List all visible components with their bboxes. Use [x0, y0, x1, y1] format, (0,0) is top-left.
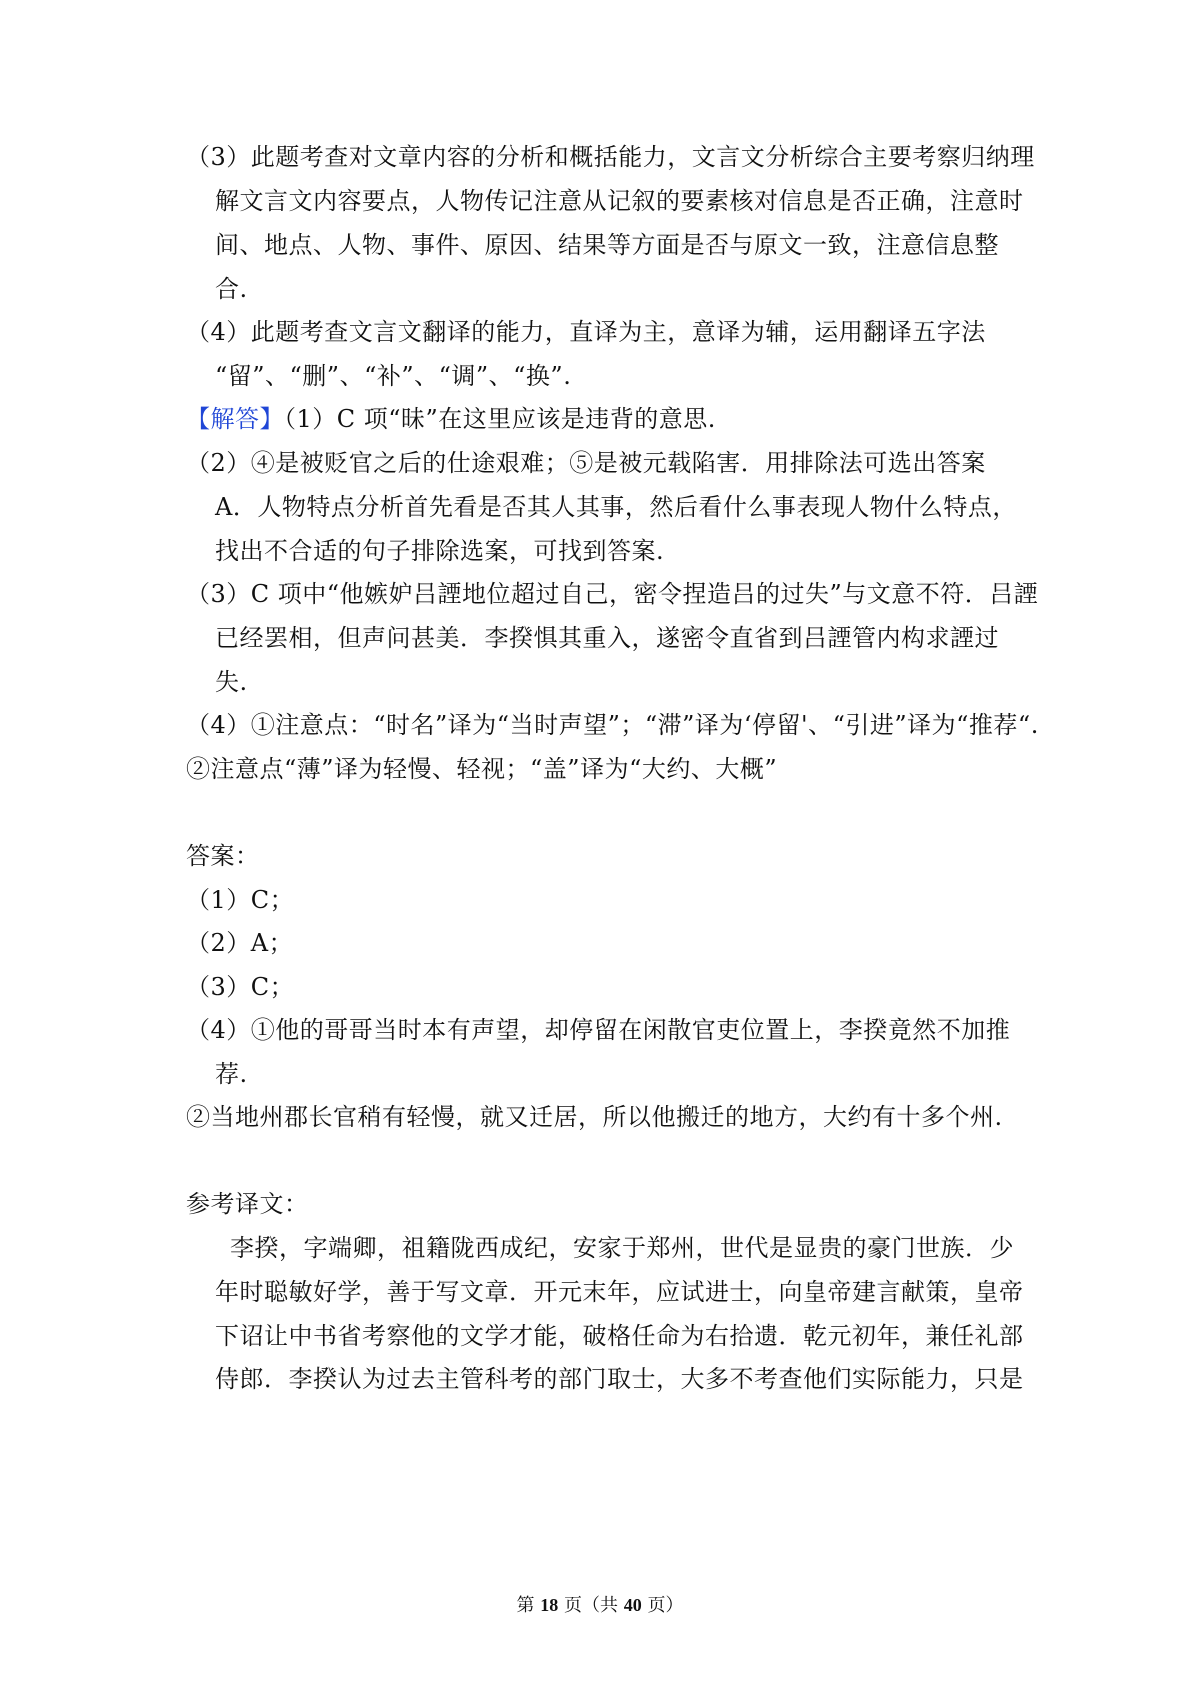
answers-heading: 答案：	[186, 842, 260, 870]
solution-3-line-2: 已经罢相，但声问甚美．李揆惧其重入，遂密令直省到吕諲管内构求諲过	[215, 624, 999, 652]
solution-line-1	[186, 403, 716, 435]
solution-2-line-1: （2）④是被贬官之后的仕途艰难；⑤是被元载陷害．用排除法可选出答案	[186, 449, 986, 477]
footer-prefix: 第	[516, 1595, 535, 1616]
translation-line-3: 下诏让中书省考察他的文学才能，破格任命为右拾遗．乾元初年，兼任礼部	[215, 1322, 1024, 1350]
answer-4-line-3: ②当地州郡长官稍有轻慢，就又迁居，所以他搬迁的地方，大约有十多个州.	[186, 1103, 1003, 1131]
solution-1-text: （1）C 项“昧”在这里应该是违背的意思.	[284, 405, 716, 433]
solution-3-line-3: 失.	[215, 668, 248, 696]
solution-3-line-1: （3）C 项中“他嫉妒吕諲地位超过自己，密令捏造吕的过失”与文意不符．吕諲	[186, 580, 1039, 608]
translation-line-2: 年时聪敏好学，善于写文章．开元末年，应试进士，向皇帝建言献策，皇帝	[215, 1278, 1024, 1306]
translation-heading: 参考译文：	[186, 1190, 309, 1218]
analysis-3-line-3: 间、地点、人物、事件、原因、结果等方面是否与原文一致，注意信息整	[215, 231, 999, 259]
page-footer	[0, 1593, 1200, 1618]
solution-4-line-1: （4）①注意点：“时名”译为“当时声望”；“滞”译为‘停留'、“引进”译为“推荐“.	[186, 711, 1039, 739]
page-number: 18	[540, 1595, 559, 1615]
translation-line-4: 侍郎．李揆认为过去主管科考的部门取士，大多不考查他们实际能力，只是	[215, 1365, 1024, 1393]
solution-2-line-3: 找出不合适的句子排除选案，可找到答案.	[215, 537, 665, 565]
analysis-3-line-1: （3）此题考查对文章内容的分析和概括能力，文言文分析综合主要考察归纳理	[186, 143, 1035, 171]
analysis-4-line-1: （4）此题考查文言文翻译的能力，直译为主，意译为辅，运用翻译五字法	[186, 318, 986, 346]
page-total: 40	[623, 1595, 642, 1615]
answer-1: （1）C；	[186, 886, 295, 914]
footer-suffix: 页）	[647, 1595, 684, 1616]
solution-label: 【解答】	[186, 405, 284, 433]
analysis-3-line-4: 合.	[215, 275, 248, 303]
answer-4-line-1: （4）①他的哥哥当时本有声望，却停留在闲散官吏位置上，李揆竟然不加推	[186, 1016, 1011, 1044]
answer-2: （2）A；	[186, 929, 294, 957]
solution-4-line-2: ②注意点“薄”译为轻慢、轻视；“盖”译为“大约、大概”	[186, 755, 778, 783]
footer-middle: 页（共	[564, 1595, 618, 1616]
analysis-3-line-2: 解文言文内容要点，人物传记注意从记叙的要素核对信息是否正确，注意时	[215, 187, 1024, 215]
translation-line-1: 李揆，字端卿，祖籍陇西成纪，安家于郑州，世代是显贵的豪门世族．少	[230, 1234, 1014, 1262]
solution-2-line-2: A．人物特点分析首先看是否其人其事，然后看什么事表现人物什么特点，	[215, 493, 1017, 521]
answer-3: （3）C；	[186, 973, 295, 1001]
answer-4-line-2: 荐.	[215, 1060, 248, 1088]
analysis-4-line-2: “留”、“删”、“补”、“调”、“换”.	[215, 362, 572, 390]
